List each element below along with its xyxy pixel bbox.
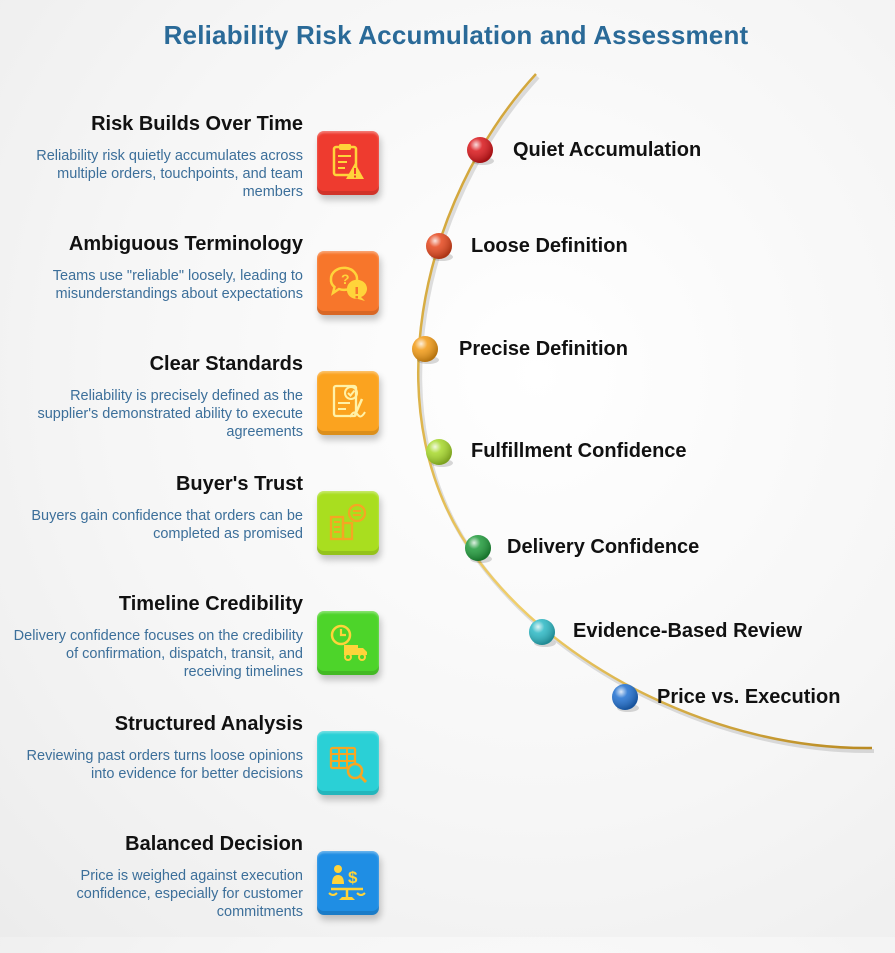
step-clear-standards	[0, 353, 390, 473]
milestone-marker-shine	[467, 137, 493, 163]
milestone-marker-shadow	[417, 356, 439, 364]
milestone-label: Precise Definition	[459, 338, 628, 360]
buildings-approval-icon	[317, 491, 379, 555]
svg-text:$: $	[348, 868, 358, 887]
clipboard-warning-icon	[317, 131, 379, 195]
milestone-label: Price vs. Execution	[657, 686, 841, 708]
milestone-marker	[465, 535, 491, 561]
milestone-label: Quiet Accumulation	[513, 139, 702, 161]
step-buyers-trust	[0, 473, 390, 593]
step-icon-tile	[317, 731, 379, 795]
step-title: Ambiguous Terminology	[68, 233, 303, 255]
milestone-marker	[426, 439, 452, 465]
step-icon-tile	[317, 131, 379, 195]
step-description: Delivery confidence focuses on the credibility of confirmation, dispatch, transit, and receiving timelines	[13, 628, 303, 680]
step-title: Structured Analysis	[114, 713, 303, 735]
milestone-marker	[426, 233, 452, 259]
spreadsheet-magnifier-icon	[317, 731, 379, 795]
people-scale-dollar-icon	[317, 851, 379, 915]
step-icon-tile	[317, 251, 379, 315]
step-balanced-decision	[0, 833, 390, 953]
milestone-label: Loose Definition	[471, 235, 628, 257]
step-icon-tile	[317, 491, 379, 555]
milestone-label: Evidence-Based Review	[573, 620, 802, 642]
milestone-marker-shine	[426, 233, 452, 259]
milestone-marker-shine	[426, 439, 452, 465]
step-description: Buyers gain confidence that orders can be completed as promised	[31, 508, 303, 542]
milestone-marker-shadow	[431, 253, 453, 261]
milestone-marker-shine	[465, 535, 491, 561]
svg-text:?: ?	[341, 271, 350, 287]
step-timeline-credibility	[0, 593, 390, 713]
step-description: Price is weighed against execution confidence, especially for customer commitments	[76, 868, 303, 920]
step-icon-tile	[317, 851, 379, 915]
step-description: Reliability is precisely defined as the supplier's demonstrated ability to execute agreements	[37, 388, 303, 440]
step-title: Buyer's Trust	[175, 473, 303, 495]
milestone-marker-shine	[612, 684, 638, 710]
step-icon-tile	[317, 371, 379, 435]
step-ambiguous-terminology	[0, 233, 390, 353]
milestone-marker	[467, 137, 493, 163]
milestone-label: Delivery Confidence	[507, 536, 700, 558]
step-description: Reliability risk quietly accumulates across multiple orders, touchpoints, and team members	[36, 148, 303, 200]
milestone-marker-shadow	[617, 704, 639, 712]
step-icon-tile	[317, 611, 379, 675]
milestone-label: Fulfillment Confidence	[471, 440, 687, 462]
milestone-marker	[412, 336, 438, 362]
milestone-marker-shine	[529, 619, 555, 645]
golden-curve	[418, 74, 872, 748]
checklist-signature-icon	[317, 371, 379, 435]
step-description: Reviewing past orders turns loose opinions into evidence for better decisions	[26, 748, 303, 782]
step-description: Teams use "reliable" loosely, leading to misunderstandings about expectations	[52, 268, 303, 302]
clock-delivery-truck-icon	[317, 611, 379, 675]
step-risk-builds	[0, 113, 390, 233]
step-title: Balanced Decision	[125, 833, 303, 855]
question-speech-bubbles-icon	[317, 251, 379, 315]
curve-shadow	[420, 77, 874, 751]
page-title: Reliability Risk Accumulation and Assessment	[163, 20, 749, 50]
milestone-marker	[529, 619, 555, 645]
milestone-marker-shadow	[431, 459, 453, 467]
milestone-marker-shine	[412, 336, 438, 362]
step-title: Risk Builds Over Time	[91, 113, 303, 135]
milestone-marker-shadow	[470, 555, 492, 563]
milestone-marker-shadow	[472, 157, 494, 165]
step-title: Clear Standards	[149, 353, 303, 375]
step-title: Timeline Credibility	[118, 593, 303, 615]
step-structured-analysis	[0, 713, 390, 833]
milestone-marker	[612, 684, 638, 710]
milestone-marker-shadow	[534, 639, 556, 647]
